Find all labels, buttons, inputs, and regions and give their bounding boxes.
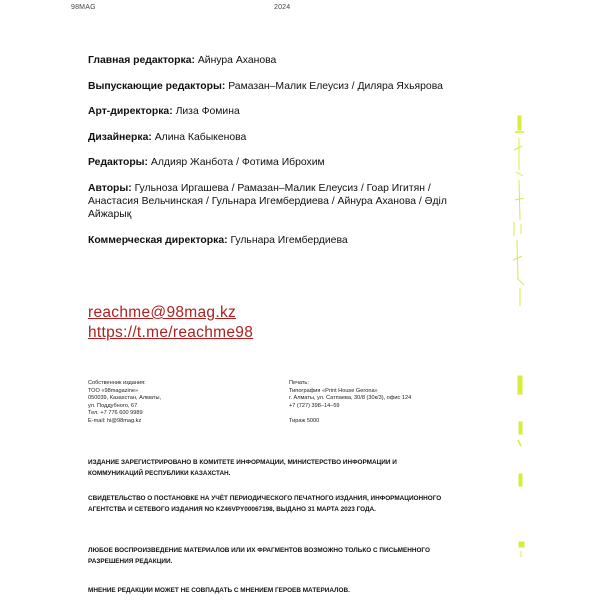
credit-commercial-director: Коммерческая директорка: Гульнара Игембердиева: [88, 234, 348, 246]
credit-chief-editor: Главная редакторка: Айнура Аханова: [88, 55, 277, 66]
owner-title: Собственник издания:: [88, 380, 146, 386]
legal-disclaimer: МНЕНИЕ РЕДАКЦИИ МОЖЕТ НЕ СОВПАДАТЬ С МНЕНИЕМ ГЕРОЕВ МАТЕРИАЛОВ.: [88, 587, 350, 594]
deco-mark: [519, 474, 522, 486]
owner-line: 050039, Казахстан, Алматы,: [88, 395, 162, 402]
legal-registered: ИЗДАНИЕ ЗАРЕГИСТРИРОВАНО В КОМИТЕТЕ ИНФОРМАЦИИ, МИНИСТЕРСТВО ИНФОРМАЦИИ И КОММУНИКАЦИЙ РЕСПУБЛИКИ КАЗАХСТАН.: [88, 459, 397, 477]
printer-line: г. Алматы, ул. Сатпаева, 30/8 (30к/3), офис 124: [289, 395, 412, 402]
owner-info: [88, 380, 248, 426]
deco-mark: [517, 278, 524, 285]
printer-line: Типография «Print House Gerona»: [289, 387, 378, 394]
printer-title: Печать:: [289, 380, 309, 386]
credit-managing-editors: Выпускающие редакторы: Рамазан–Малик Елеусиз / Диляра Яхьярова: [88, 80, 443, 92]
deco-mark: [518, 116, 521, 130]
deco-mark: [519, 422, 522, 434]
owner-line: Тел. +7 776 600 9989: [88, 410, 143, 417]
email-link[interactable]: reachme@98mag.kz: [88, 304, 237, 321]
legal-certificate: СВИДЕТЕЛЬСТВО О ПОСТАНОВКЕ НА УЧЁТ ПЕРИОДИЧЕСКОГО ПЕЧАТНОГО ИЗДАНИЯ, ИНФОРМАЦИОННОГО АГЕНТСТВА И СЕТЕВОГО ИЗДАНИЯ NO KZ46VPY00067198, ВЫДАНО 31 МАРТА 2023 ГОДА.: [88, 495, 442, 513]
issue-year: 2024: [274, 4, 291, 11]
contact-links: [88, 303, 253, 343]
credit-editors: Редакторы: Алдияр Жанбота / Фотима Иброхим: [88, 157, 325, 169]
credits-list: [88, 54, 448, 259]
printer-info: [289, 380, 449, 426]
magazine-name: 98MAG: [71, 4, 96, 11]
owner-line: ул. Поддубного, 67: [88, 402, 138, 409]
deco-mark: [517, 240, 518, 278]
owner-line: E-mail: hi@98mag.kz: [88, 417, 142, 424]
lime-decoration-icon: [505, 110, 535, 590]
legal-reproduction: ЛЮБОЕ ВОСПРОИЗВЕДЕНИЕ МАТЕРИАЛОВ ИЛИ ИХ ФРАГМЕНТОВ ВОЗМОЖНО ТОЛЬКО С ПИСЬМЕННОГО РАЗРЕШЕНИЯ РЕДАКЦИИ.: [88, 547, 430, 565]
circulation: Тираж 5000: [289, 418, 320, 425]
deco-mark: [519, 542, 524, 547]
deco-mark: [518, 440, 521, 446]
credit-authors: Авторы: Гульноза Иргашева / Рамазан–Малик Елеусиз / Гоар Игитян / Анастасия Вельчинская / Гульнара Игембердиева / Айнура Аханова / Әділ Айжарық: [88, 182, 447, 220]
spacer: [289, 410, 449, 418]
deco-mark: [519, 180, 520, 220]
owner-line: ТОО «98magazine»: [88, 387, 139, 394]
credit-designer: Дизайнерка: Алина Кабыкенова: [88, 131, 247, 143]
deco-mark: [514, 146, 522, 150]
credit-art-director: Арт-директорка: Лиза Фомина: [88, 106, 240, 118]
telegram-link[interactable]: https://t.me/reachme98: [88, 324, 254, 341]
deco-mark: [516, 172, 523, 176]
printer-line: +7 (727) 398–14–59: [289, 402, 340, 409]
deco-mark: [518, 376, 522, 394]
